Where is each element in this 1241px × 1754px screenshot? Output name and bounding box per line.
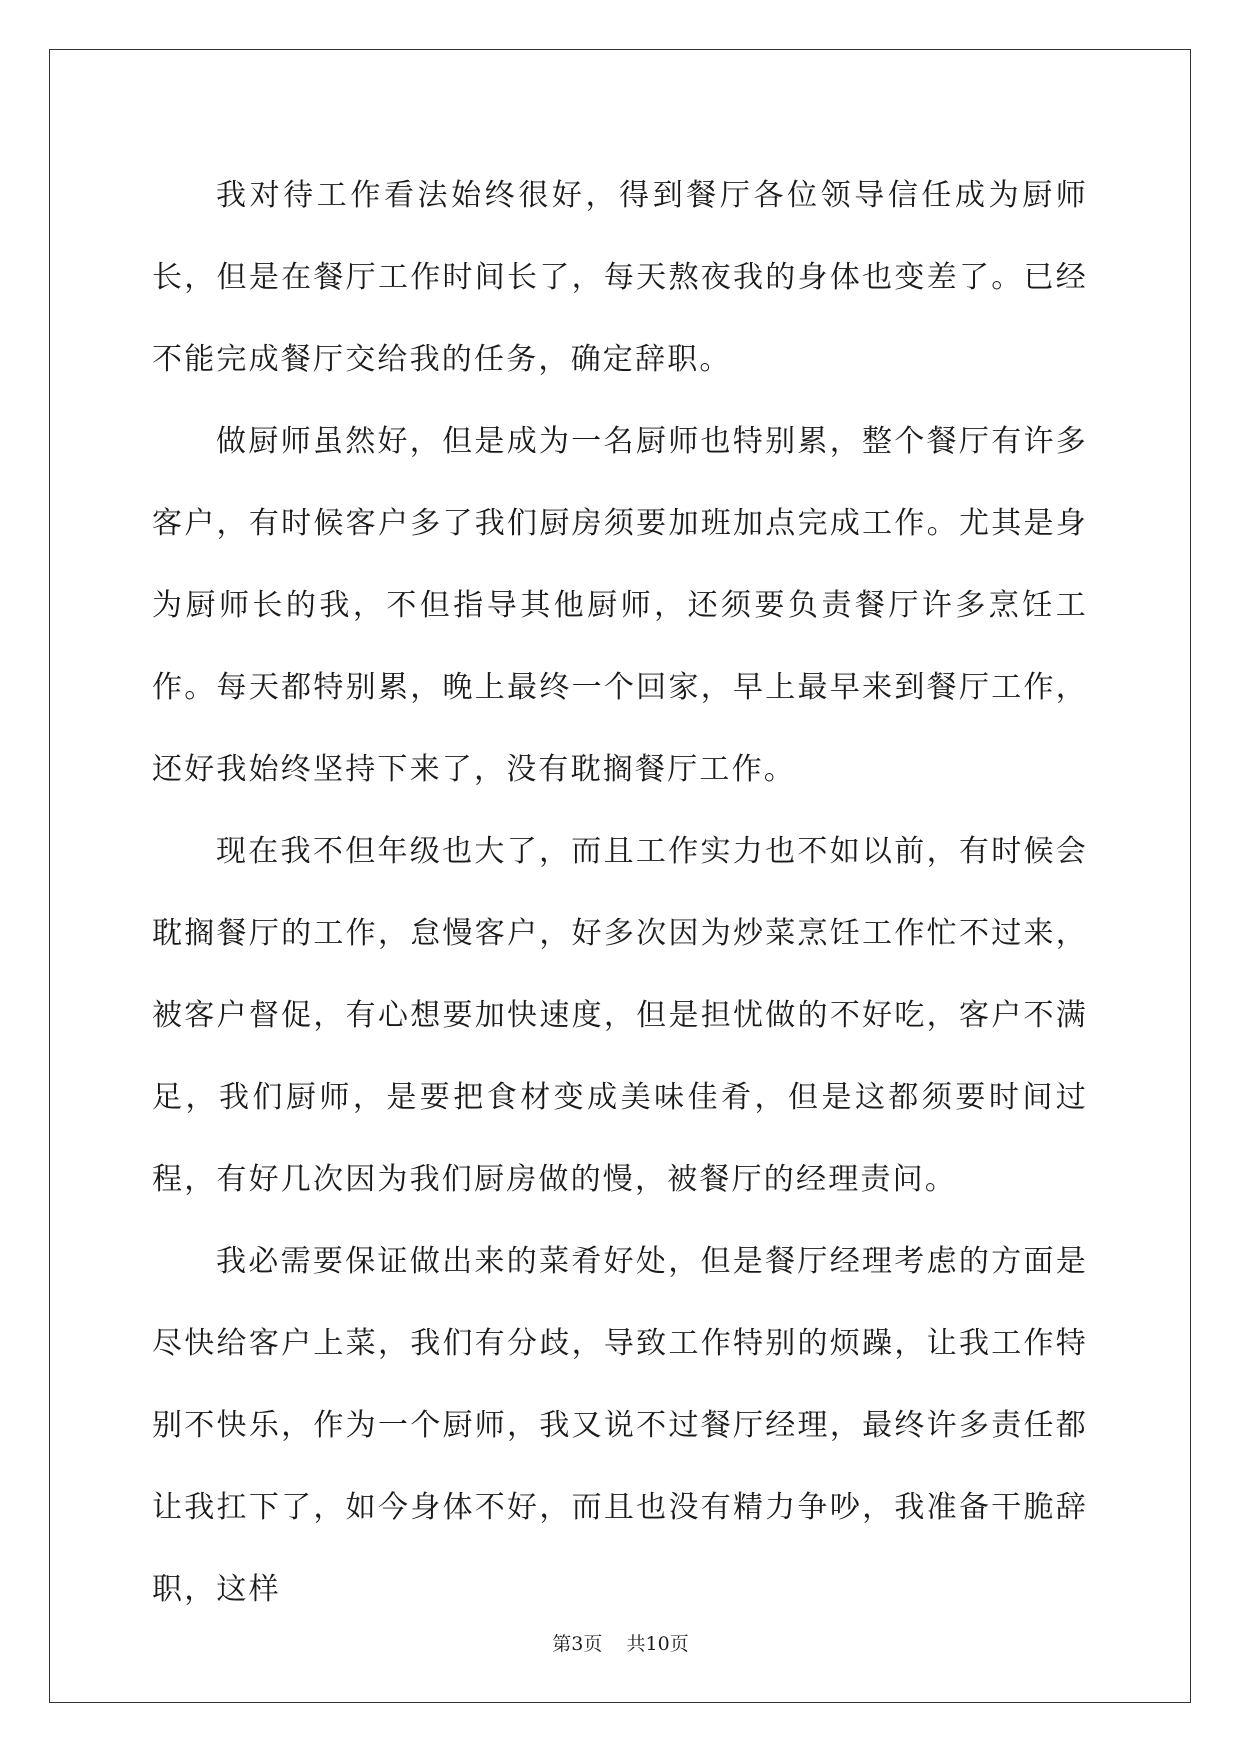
paragraph-1: 我对待工作看法始终很好，得到餐厅各位领导信任成为厨师长，但是在餐厅工作时间长了，每天熬夜我的身体也变差了。已经不能完成餐厅交给我的任务，确定辞职。 [152,178,1088,377]
paragraph-2: 做厨师虽然好，但是成为一名厨师也特别累，整个餐厅有许多客户，有时候客户多了我们厨房须要加班加点完成工作。尤其是身为厨师长的我，不但指导其他厨师，还须要负责餐厅许多烹饪工作。每天都特别累，晚上最终一个回家，早上最早来到餐厅工作，还好我始终坚持下来了，没有耽搁餐厅工作。 [152,424,1088,787]
page-number-footer: 第3页 共10页 [552,1633,689,1655]
document-body [152,155,1088,1631]
paragraph-4: 我必需要保证做出来的菜肴好处，但是餐厅经理考虑的方面是尽快给客户上菜，我们有分歧，导致工作特别的烦躁，让我工作特别不快乐，作为一个厨师，我又说不过餐厅经理，最终许多责任都让我扛下了，如今身体不好，而且也没有精力争吵，我准备干脆辞职，这样 [152,1244,1088,1607]
paragraph-3: 现在我不但年级也大了，而且工作实力也不如以前，有时候会耽搁餐厅的工作，怠慢客户，好多次因为炒菜烹饪工作忙不过来，被客户督促，有心想要加快速度，但是担忧做的不好吃，客户不满足，我们厨师，是要把食材变成美味佳肴，但是这都须要时间过程，有好几次因为我们厨房做的慢，被餐厅的经理责问。 [152,834,1088,1197]
